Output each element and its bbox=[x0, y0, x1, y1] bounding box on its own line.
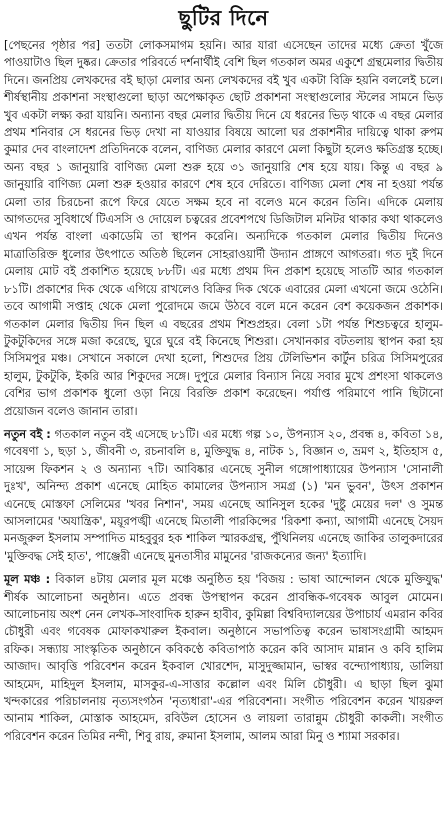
news-article bbox=[4, 4, 443, 836]
paragraph-main-stage-text: বিকাল ৪টায় মেলার মূল মঞ্চে অনুষ্ঠিত হয় 'বিজয় : ভাষা আন্দোলন থেকে মুক্তিযুদ্ধ' শীর্ষক আলোচনা অনুষ্ঠান। এতে প্রবন্ধ উপস্থাপন করেন প্রাবন্ধিক-গবেষক আবুল মোমেন। আলোচনায় অংশ নেন লেখক-সাংবাদিক হারুন হাবীব, কুমিল্লা বিশ্ববিদ্যালয়ের উপাচার্য এমরান কবির চৌধুরী এবং গবেষক মোফাকখারুল ইকবাল। অনুষ্ঠানে সভাপতিত্ব করেন ভাষাসংগ্রামী আহমদ রফিক। সন্ধ্যায় সাংস্কৃতিক অনুষ্ঠানে কবিকণ্ঠে কবিতাপাঠ করেন কবি আসাদ মান্নান ও কবি হালিম আজাদ। আবৃত্তি পরিবেশন করেন ইকবাল খোরশেদ, মাসুদুজ্জামান, ভাস্বর বন্দ্যোপাধ্যায়, ডালিয়া আহমেদ, মাহিদুল ইসলাম, মাসকুর-এ-সাত্তার কল্লোল এবং মিলি চৌধুরী। এ ছাড়া ছিল ঝুমা খন্দকারের পরিচালনায় নৃত্যসংগঠন 'নৃত্যধারা'-এর পরিবেশনা। সংগীত পরিবেশন করেন খায়রুল আনাম শাকিল, মোস্তাক আহমেদ, রবিউল হোসেন ও লায়লা তারান্নুম চৌধুরী কাকলী। সংগীত পরিবেশন করেন তিমির নন্দী, শিবু রায়, রুমানা ইসলাম, আলম আরা মিনু ও শ্যামা সরকার। bbox=[4, 573, 444, 743]
paragraph-new-books-text: গতকাল নতুন বই এসেছে ৮১টি। এর মধ্যে গল্প ১০, উপন্যাস ২০, প্রবন্ধ ৪, কবিতা ১৪, গবেষণা ১, ছড়া ১, জীবনী ৩, রচনাবলি ৪, মুক্তিযুদ্ধ ৪, নাটক ১, বিজ্ঞান ৩, ভ্রমণ ২, ইতিহাস ৫, সায়েন্স ফিকশন ২ ও অন্যান্য ৭টি। আবিষ্কার এনেছে সুনীল গঙ্গোপাধ্যায়ের উপন্যাস 'সোনালী দুঃখ', অনিন্দ্য প্রকাশ এনেছে মোহিত কামালের উপন্যাস সমগ্র (১) 'মন ভুবন', উৎস প্রকাশন এনেছে মোস্তফা সেলিমের 'খবর নিশান', সময় এনেছে আনিসুল হকের 'দুষ্টু মেয়ের দল' ও সুমন্ত আসলামের 'অযান্ত্রিক', ময়ূরপঙ্খী এনেছে মিতালী পারকিন্সের 'রিকশা কন্যা, আগামী এনেছে সৈয়দ মনজুরুল ইসলাম সম্পাদিত মাহবুবুর হক শাকিল স্মারকগ্রন্থ, পুঁথিনিলয় এনেছে জাকির তালুকদারের 'মুক্তিবদ্ধ সেই হাত', পাঞ্জেরী এনেছে মুনতাসীর মামুনের 'রাজকন্যের জন্য' ইত্যাদি। bbox=[4, 427, 443, 563]
paragraph-new-books bbox=[4, 426, 443, 565]
subhead-main-stage: মূল মঞ্চ : bbox=[4, 573, 51, 587]
paragraph-intro-text: ততটা লোকসমাগম হয়নি। আর যারা এসেছেন তাদের মধ্যে ক্রেতা খুঁজে পাওয়াটাও ছিল দুষ্কর। ক্রেতার পরিবর্তে দর্শনার্থীই বেশি ছিল গতকাল অমর একুশে গ্রন্থমেলার দ্বিতীয় দিনে। জনপ্রিয় লেখকদের বই ছাড়া মেলার অন্য লেখকদের বই খুব একটা বিক্রি হয়নি বললেই চলে। শীর্ষস্থানীয় প্রকাশনা সংস্থাগুলো ছাড়া অপেক্ষাকৃত ছোট প্রকাশনা সংস্থাগুলোর স্টলের সামনে ভিড় খুব একটা লক্ষ্য করা যায়নি। অন্যান্য বছর মেলার দ্বিতীয় দিনে যে ধরনের ভিড় থাকে এ বছর মেলার প্রথম শনিবার সে ধরনের ভিড় দেখা না যাওয়ার বিষয়ে আলো ঘর প্রকাশনীর দায়িত্বে থাকা রুপম কুমার দেব বাংলাদেশ প্রতিদিনকে বলেন, বাণিজ্য মেলার কারণে মেলা কিছুটা হলেও ক্ষতিগ্রস্ত হচ্ছে। অন্য বছর ১ জানুয়ারি বাণিজ্য মেলা শুরু হয়ে ৩১ জানুয়ারি শেষ হয়ে যায়। কিন্তু এ বছর ৯ জানুয়ারি বাণিজ্য মেলা শুরু হওয়ার কারণে শেষ হবে দেরিতে। বাণিজ্য মেলা শেষ না হওয়া পর্যন্ত মেলা তার চিরচেনা রূপে ফিরে যেতে সক্ষম হবে না বলেও মনে করেন তিনি। এদিকে মেলায় আগতদের সুবিধার্থে টিএসসি ও দোয়েল চত্বরের প্রবেশপথে ডিজিটাল মনিটর থাকার কথা থাকলেও এখন পর্যন্ত বাংলা একাডেমি তা স্থাপন করেনি। অন্যদিকে গতকাল মেলার দ্বিতীয় দিনেও মাত্রাতিরিক্ত ধুলোর উৎপাতে অতিষ্ঠ ছিলেন সোহরাওয়ার্দী উদ্যান প্রাঙ্গণে আগতরা। গত দুই দিনে মেলায় মোট বই প্রকাশিত হয়েছে ৮৮টি। এর মধ্যে প্রথম দিন প্রকাশ হয়েছে সাতটি আর গতকাল ৮১টি। প্রকাশের দিক থেকে এগিয়ে রাখলেও বিক্রির দিক থেকে এবারের মেলা এখনো জমে ওঠেনি। তবে আগামী সপ্তাহ থেকে মেলা পুরোদমে জমে উঠবে বলে মনে করেন বেশ কয়েকজন প্রকাশক। গতকাল মেলার দ্বিতীয় দিন ছিল এ বছরের প্রথম শিশুপ্রহর। বেলা ১টা পর্যন্ত শিশুচত্বরে হালুম-টুকটুকিদের সঙ্গে মজা করেছে, ঘুরে ঘুরে বই কিনেছে শিশুরা। সেখানকার বটতলায় স্থাপন করা হয় সিসিমপুর মঞ্চ। সেখানে সকালে দেখা হলো, শিশুদের প্রিয় টেলিভিশন কার্টুন চরিত্র সিসিমপুরের হালুম, টুকটুকি, ইকরি আর শিকুদের সঙ্গে। দুপুরে মেলার বিন্যাস নিয়ে সবার মুখে প্রশংসা থাকলেও বেশির ভাগ প্রকাশক ধুলো ওড়া নিয়ে বিরক্তি প্রকাশ করেছেন। পর্যাপ্ত পরিমাণে পানি ছিটানো প্রয়োজন বলেও জানান তারা। bbox=[4, 39, 443, 418]
article-body bbox=[4, 37, 443, 745]
article-headline: ছুটির দিনে bbox=[178, 5, 269, 30]
paragraph-intro bbox=[4, 37, 443, 420]
subhead-new-books: নতুন বই : bbox=[4, 427, 51, 441]
paragraph-main-stage bbox=[4, 571, 443, 745]
continued-from-back-page-note: [পেছনের পৃষ্ঠার পর] bbox=[4, 39, 101, 52]
